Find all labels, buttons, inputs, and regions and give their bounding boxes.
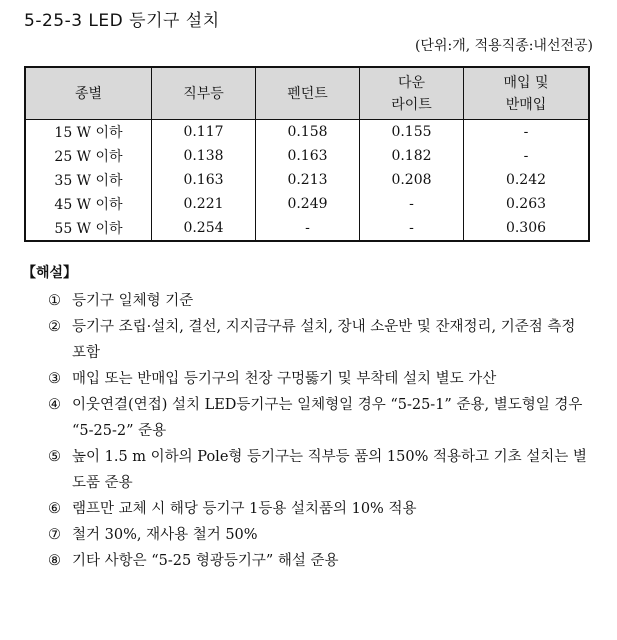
note-item bbox=[48, 288, 588, 314]
cell-type: 45 W 이하 bbox=[25, 192, 152, 216]
header-recessed-line2: 반매입 bbox=[505, 96, 547, 113]
note-number: ④ bbox=[48, 397, 61, 413]
note-item bbox=[48, 496, 588, 522]
note-text: 높이 1.5 m 이하의 Pole형 등기구는 직부등 품의 150% 적용하고 기초 설치는 별도품 준용 bbox=[72, 449, 587, 491]
note-number: ① bbox=[48, 293, 61, 309]
note-number: ⑧ bbox=[48, 553, 61, 569]
table-row bbox=[25, 168, 589, 192]
cell-direct: 0.221 bbox=[152, 192, 256, 216]
cell-direct: 0.254 bbox=[152, 216, 256, 241]
table-row bbox=[25, 144, 589, 168]
cell-pendant: 0.158 bbox=[256, 120, 360, 145]
note-text: 철거 30%, 재사용 철거 50% bbox=[72, 527, 258, 543]
cell-downlight: 0.182 bbox=[360, 144, 464, 168]
cell-downlight: 0.208 bbox=[360, 168, 464, 192]
cell-direct: 0.138 bbox=[152, 144, 256, 168]
cell-pendant: - bbox=[256, 216, 360, 241]
unit-note: (단위:개, 적용직종:내선전공) bbox=[414, 38, 593, 54]
cell-recessed: - bbox=[464, 120, 590, 145]
table-row bbox=[25, 216, 589, 241]
cell-pendant: 0.163 bbox=[256, 144, 360, 168]
note-item bbox=[48, 522, 588, 548]
note-text: 등기구 일체형 기준 bbox=[72, 293, 194, 309]
header-downlight bbox=[360, 67, 464, 120]
cell-recessed: 0.263 bbox=[464, 192, 590, 216]
header-direct: 직부등 bbox=[152, 67, 256, 120]
cell-recessed: 0.306 bbox=[464, 216, 590, 241]
note-item bbox=[48, 444, 588, 496]
note-number: ⑥ bbox=[48, 501, 61, 517]
cell-downlight: - bbox=[360, 192, 464, 216]
cell-type: 25 W 이하 bbox=[25, 144, 152, 168]
note-text: 램프만 교체 시 해당 등기구 1등용 설치품의 10% 적용 bbox=[72, 501, 417, 517]
note-item bbox=[48, 366, 588, 392]
cell-type: 55 W 이하 bbox=[25, 216, 152, 241]
labor-rate-table bbox=[24, 66, 590, 242]
cell-direct: 0.163 bbox=[152, 168, 256, 192]
note-text: 등기구 조립·설치, 결선, 지지금구류 설치, 장내 소운반 및 잔재정리, 기준점 측정 포함 bbox=[72, 319, 576, 361]
table-header-row bbox=[25, 67, 589, 120]
cell-pendant: 0.249 bbox=[256, 192, 360, 216]
header-type: 종별 bbox=[25, 67, 152, 120]
note-number: ⑤ bbox=[48, 449, 61, 465]
note-text: 기타 사항은 “5-25 형광등기구” 해설 준용 bbox=[72, 553, 339, 569]
note-item bbox=[48, 314, 588, 366]
header-recessed-line1: 매입 및 bbox=[503, 74, 549, 91]
note-item bbox=[48, 548, 588, 574]
note-number: ⑦ bbox=[48, 527, 61, 543]
note-number: ③ bbox=[48, 371, 61, 387]
note-text: 이웃연결(연접) 설치 LED등기구는 일체형일 경우 “5-25-1” 준용, 별도형일 경우 “5-25-2” 준용 bbox=[72, 397, 583, 439]
table-row bbox=[25, 192, 589, 216]
cell-recessed: - bbox=[464, 144, 590, 168]
cell-direct: 0.117 bbox=[152, 120, 256, 145]
section-title: 5-25-3 LED 등기구 설치 bbox=[24, 11, 220, 31]
note-text: 매입 또는 반매입 등기구의 천장 구멍뚫기 및 부착테 설치 별도 가산 bbox=[72, 371, 497, 387]
cell-type: 15 W 이하 bbox=[25, 120, 152, 145]
cell-type: 35 W 이하 bbox=[25, 168, 152, 192]
note-number: ② bbox=[48, 319, 61, 335]
header-downlight-line2: 라이트 bbox=[391, 96, 432, 113]
note-item bbox=[48, 392, 588, 444]
notes-title: 【해설】 bbox=[22, 265, 78, 281]
header-pendant: 펜던트 bbox=[256, 67, 360, 120]
cell-downlight: - bbox=[360, 216, 464, 241]
cell-recessed: 0.242 bbox=[464, 168, 590, 192]
cell-downlight: 0.155 bbox=[360, 120, 464, 145]
header-recessed bbox=[464, 67, 590, 120]
cell-pendant: 0.213 bbox=[256, 168, 360, 192]
notes-list bbox=[48, 288, 588, 574]
table-row bbox=[25, 120, 589, 145]
header-downlight-line1: 다운 bbox=[397, 74, 426, 91]
